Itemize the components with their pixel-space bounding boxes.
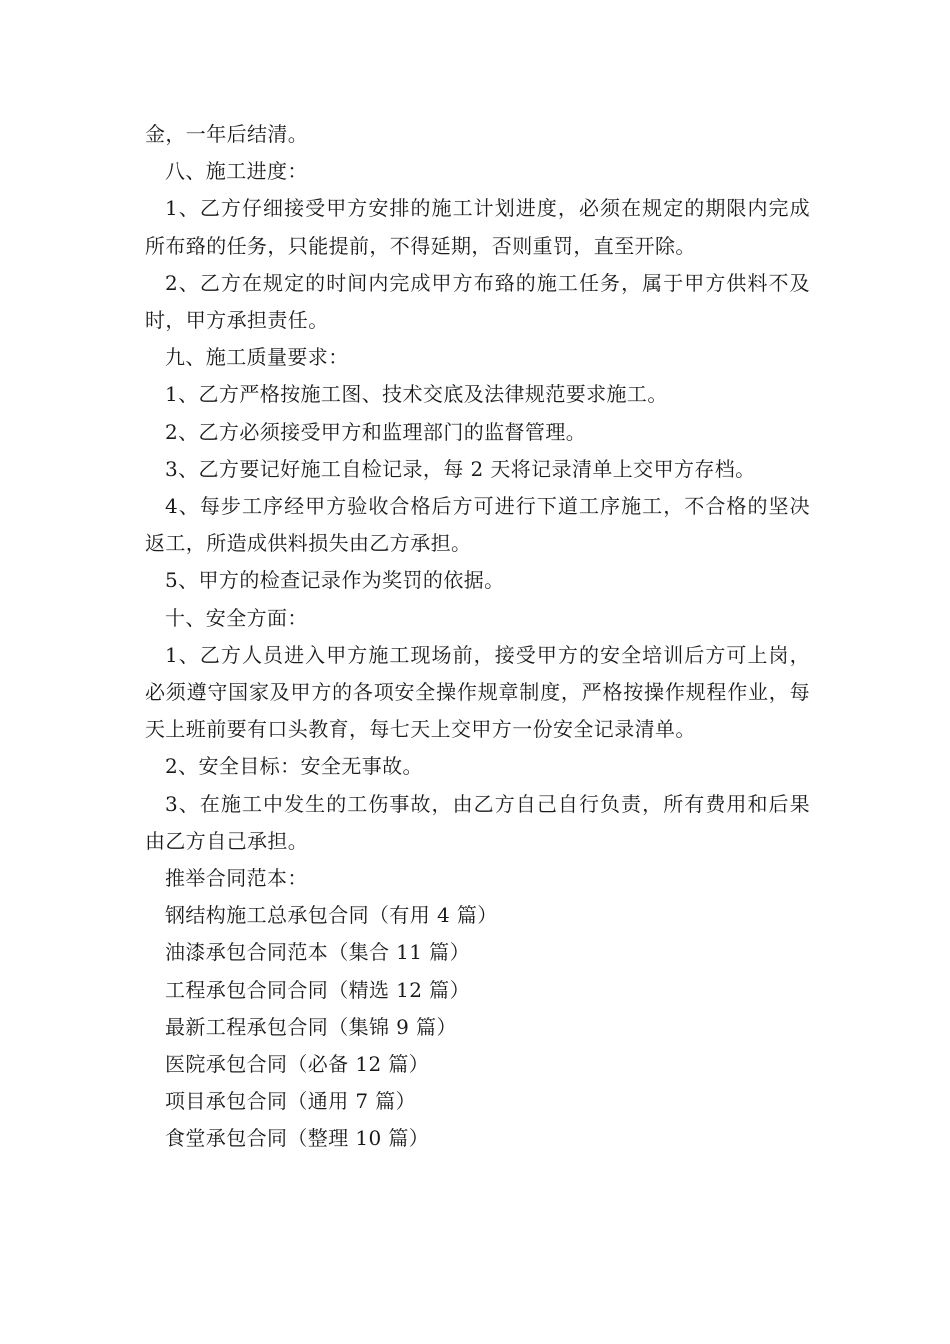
section-heading: 九、施工质量要求： — [165, 345, 349, 370]
paragraph: 3、乙方要记好施工自检记录，每 2 天将记录清单上交甲方存档。 — [165, 456, 756, 481]
paragraph: 1、乙方仔细接受甲方安排的施工计划进度，必须在规定的期限内完成所布臵的任务，只能提前，不得延期，否则重罚，直至开除。 — [145, 196, 810, 258]
section-heading: 八、施工进度： — [165, 159, 308, 184]
recommendation-link[interactable]: 工程承包合同合同（精选 12 篇） — [165, 977, 470, 1002]
paragraph: 1、乙方严格按施工图、技术交底及法律规范要求施工。 — [165, 382, 668, 407]
recommendation-link[interactable]: 医院承包合同（必备 12 篇） — [165, 1052, 430, 1077]
paragraph: 4、每步工序经甲方验收合格后方可进行下道工序施工，不合格的坚决返工，所造成供料损失由乙方承担。 — [145, 494, 810, 556]
recommendation-link[interactable]: 油漆承包合同范本（集合 11 篇） — [165, 940, 470, 965]
paragraph: 1、乙方人员进入甲方施工现场前，接受甲方的安全培训后方可上岗，必须遵守国家及甲方的各项安全操作规章制度，严格按操作规程作业，每天上班前要有口头教育，每七天上交甲方一份安全记录清单。 — [145, 642, 810, 742]
paragraph: 3、在施工中发生的工伤事故，由乙方自己自行负责，所有费用和后果由乙方自己承担。 — [145, 791, 810, 853]
document-body — [145, 116, 810, 1158]
recommendation-link[interactable]: 食堂承包合同（整理 10 篇） — [165, 1126, 430, 1151]
recommendation-link[interactable]: 钢结构施工总承包合同（有用 4 篇） — [165, 903, 498, 928]
recommendation-link[interactable]: 最新工程承包合同（集锦 9 篇） — [165, 1014, 457, 1039]
paragraph: 2、安全目标：安全无事故。 — [165, 754, 423, 779]
paragraph: 2、乙方在规定的时间内完成甲方布臵的施工任务，属于甲方供料不及时，甲方承担责任。 — [145, 270, 810, 333]
paragraph: 2、乙方必须接受甲方和监理部门的监督管理。 — [165, 419, 587, 444]
recommendation-link[interactable]: 项目承包合同（通用 7 篇） — [165, 1089, 417, 1114]
section-heading: 十、安全方面： — [165, 605, 308, 630]
paragraph: 金，一年后结清。 — [145, 122, 309, 146]
recommendations-list — [145, 897, 810, 1157]
recommendations-heading: 推举合同范本： — [165, 866, 308, 891]
paragraph: 5、甲方的检查记录作为奖罚的依据。 — [165, 568, 505, 593]
